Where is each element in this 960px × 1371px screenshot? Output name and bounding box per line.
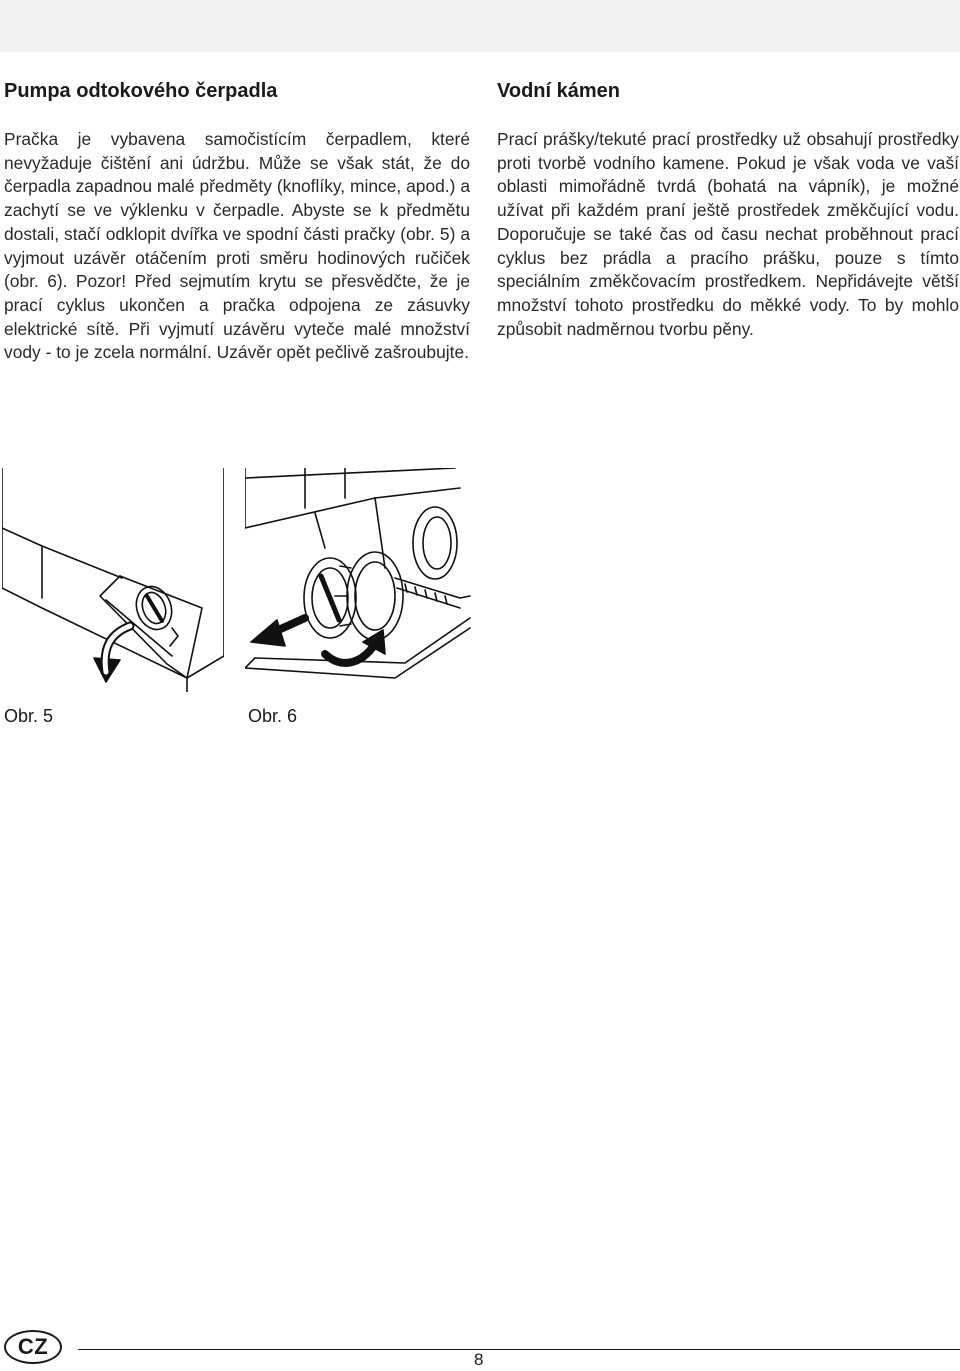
figure-5-caption: Obr. 5: [4, 706, 54, 726]
figure-6-illustration: [245, 468, 960, 692]
page-number: 8: [474, 1350, 484, 1369]
figure-5-illustration: [2, 468, 224, 692]
language-badge: CZ: [4, 1330, 62, 1364]
footer-rule: [78, 1349, 960, 1350]
section-title-limescale: Vodní kámen: [497, 80, 620, 102]
section-title-pump: Pumpa odtokového čerpadla: [4, 80, 278, 102]
section-body-pump: Pračka je vybavena samočistícím čerpadlem, které nevyžaduje čištění ani údržbu. Může se však stát, že do čerpadla zapadnou malé předměty (knoflíky, mince, apod.) a zachytí se ve výklenku v čerpadle. Abyste se k předmětu dostali, stačí odklopit dvířka ve spodní části pračky (obr. 5) a vyjmout uzávěr otáčením proti směru hodinových ručiček (obr. 6). Pozor! Před sejmutím krytu se přesvědčte, že je prací cyklus ukončen a pračka odpojena ze zásuvky elektrické sítě. Při vyjmutí uzávěru vyteče malé množství vody - to je zcela normální. Uzávěr opět pečlivě zašroubujte.: [4, 129, 470, 363]
section-body-limescale: Prací prášky/tekuté prací prostředky už obsahují prostředky proti tvorbě vodního kamene. Pokud je však voda ve vaší oblasti mimořádně tvrdá (bohatá na vápník), je možné užívat při každém praní ještě prostředek změkčující vodu. Doporučuje se také čas od času nechat proběhnout prací cyklus bez prádla a pracího prášku, pouze s tímto speciálním změkčovacím prostředkem. Nepřidávejte větší množství tohoto prostředku do měkké vody. To by mohlo způsobit nadměrnou tvorbu pěny.: [497, 129, 959, 339]
top-bar: [0, 0, 960, 52]
figure-6-caption: Obr. 6: [248, 706, 298, 726]
